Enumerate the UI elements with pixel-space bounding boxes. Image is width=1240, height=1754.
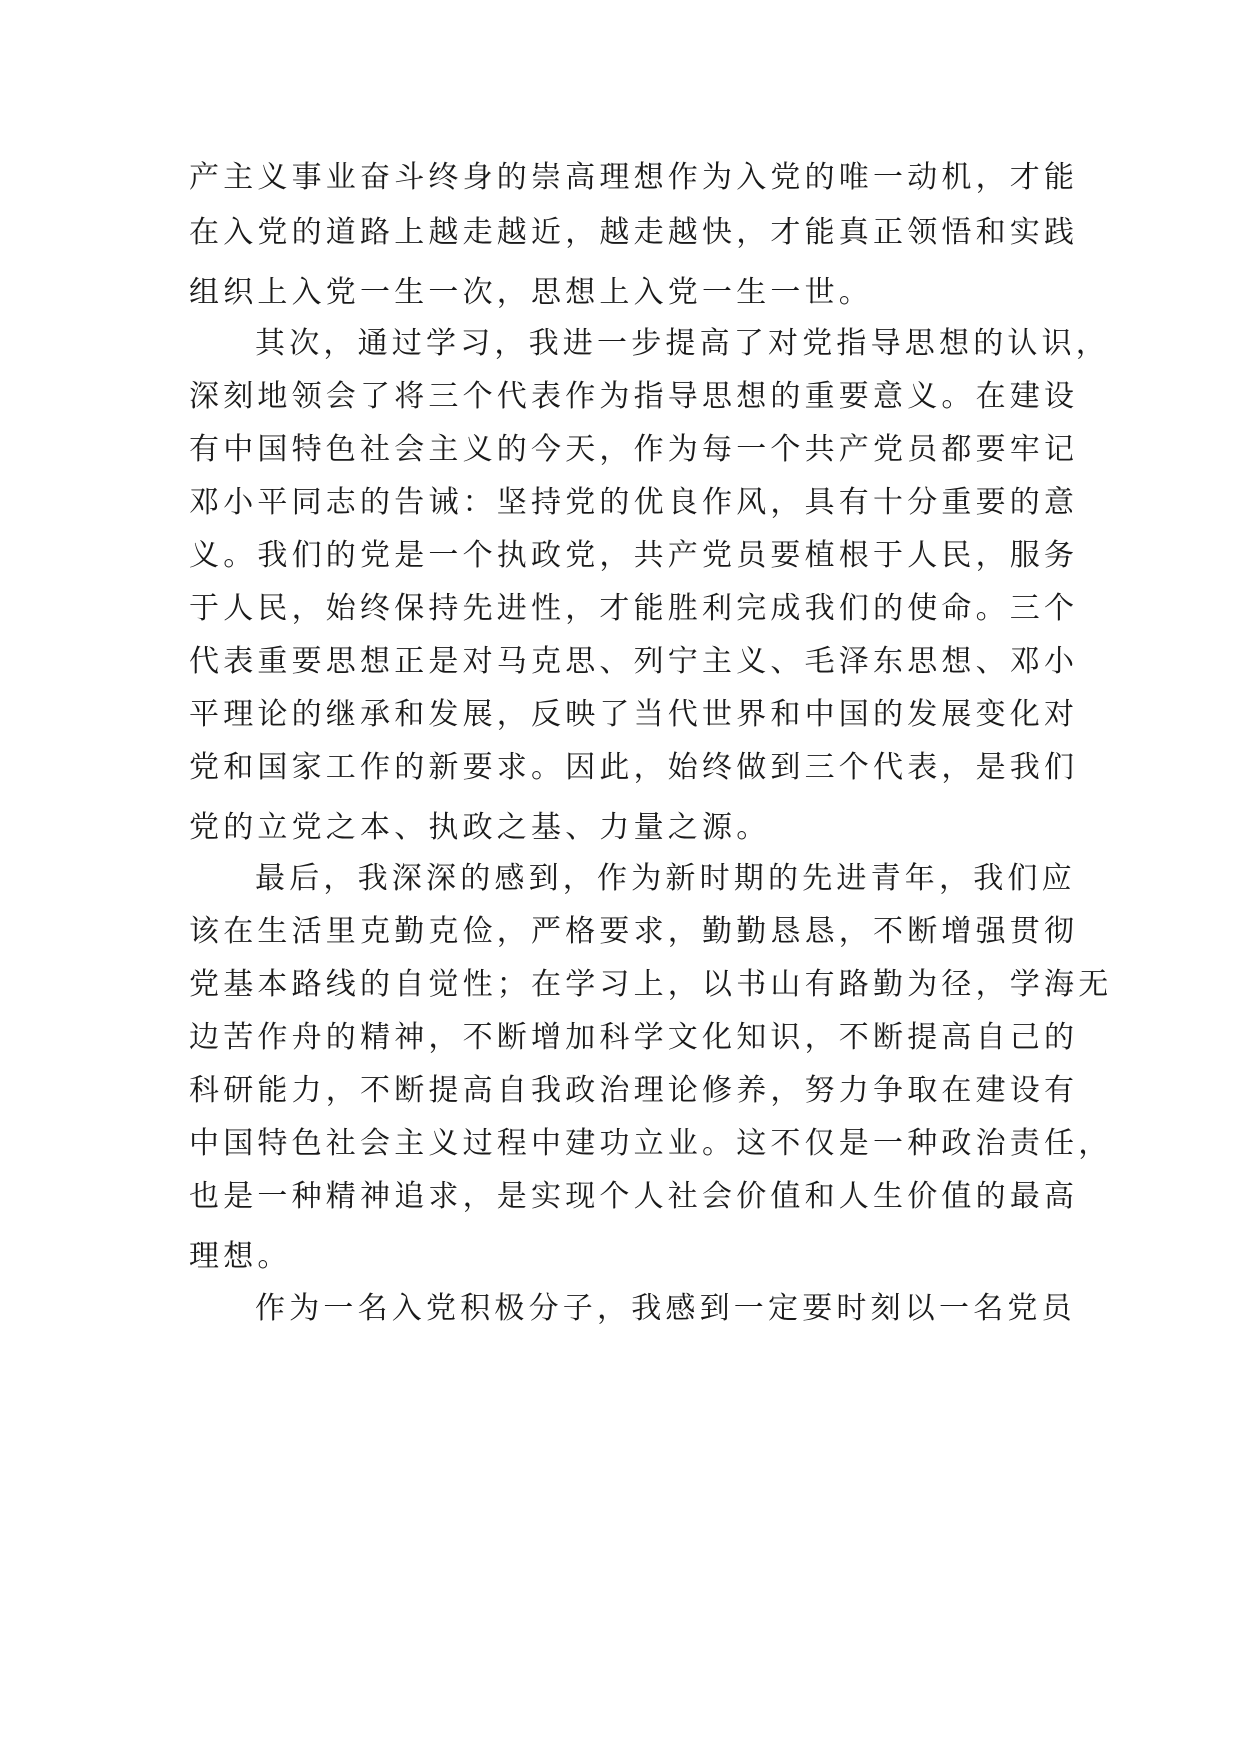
text-line: 产主义事业奋斗终身的崇高理想作为入党的唯一动机，才能 — [189, 160, 1079, 195]
text-line: 理想。 — [189, 1239, 292, 1274]
text-line: 党的立党之本、执政之基、力量之源。 — [189, 810, 771, 845]
text-line: 组织上入党一生一次，思想上入党一生一世。 — [189, 275, 873, 310]
text-line: 深刻地领会了将三个代表作为指导思想的重要意义。在建设 — [189, 379, 1079, 414]
text-line: 边苦作舟的精神，不断增加科学文化知识，不断提高自己的 — [189, 1020, 1079, 1055]
paragraph-start-line: 作为一名入党积极分子，我感到一定要时刻以一名党员 — [255, 1291, 1076, 1326]
text-line: 邓小平同志的告诫：坚持党的优良作风，具有十分重要的意 — [189, 485, 1079, 520]
paragraph-start-line: 其次，通过学习，我进一步提高了对党指导思想的认识， — [255, 326, 1110, 361]
text-line: 平理论的继承和发展，反映了当代世界和中国的发展变化对 — [189, 697, 1079, 732]
paragraph-start-line: 最后，我深深的感到，作为新时期的先进青年，我们应 — [255, 861, 1076, 896]
text-line: 代表重要思想正是对马克思、列宁主义、毛泽东思想、邓小 — [189, 644, 1079, 679]
text-line: 有中国特色社会主义的今天，作为每一个共产党员都要牢记 — [189, 432, 1079, 467]
text-line: 党基本路线的自觉性；在学习上，以书山有路勤为径，学海无 — [189, 967, 1113, 1002]
text-line: 党和国家工作的新要求。因此，始终做到三个代表，是我们 — [189, 750, 1079, 785]
text-line: 也是一种精神追求，是实现个人社会价值和人生价值的最高 — [189, 1179, 1079, 1214]
text-line: 该在生活里克勤克俭，严格要求，勤勤恳恳，不断增强贯彻 — [189, 914, 1079, 949]
text-line: 于人民，始终保持先进性，才能胜利完成我们的使命。三个 — [189, 591, 1079, 626]
text-line: 中国特色社会主义过程中建功立业。这不仅是一种政治责任， — [189, 1126, 1113, 1161]
text-line: 义。我们的党是一个执政党，共产党员要植根于人民，服务 — [189, 538, 1079, 573]
text-line: 在入党的道路上越走越近，越走越快，才能真正领悟和实践 — [189, 215, 1079, 250]
text-line: 科研能力，不断提高自我政治理论修养，努力争取在建设有 — [189, 1073, 1079, 1108]
